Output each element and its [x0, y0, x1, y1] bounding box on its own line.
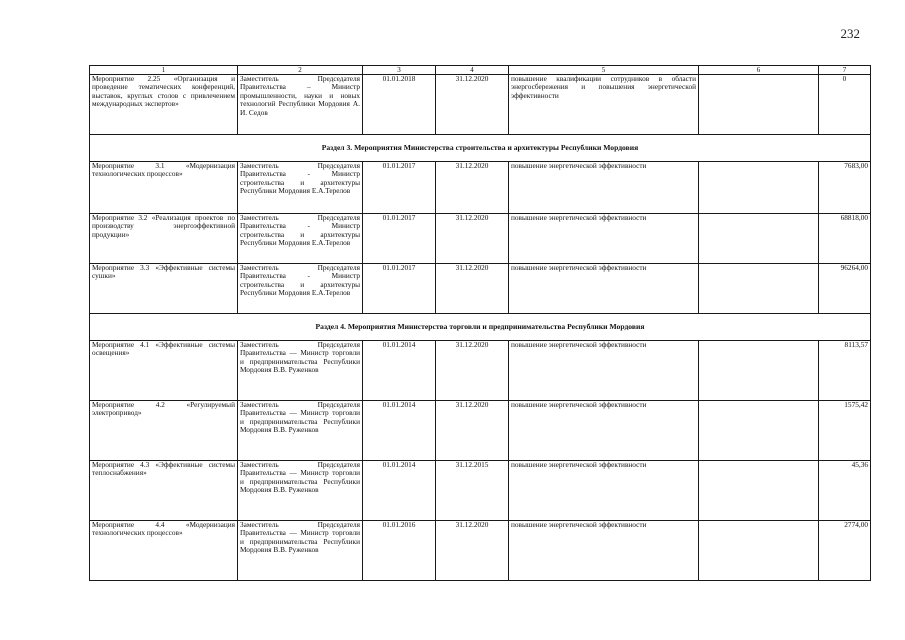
column-number: 1 [90, 66, 238, 75]
section-header-row [90, 135, 871, 162]
result-cell: повышение энергетической эффективности [509, 264, 699, 314]
end-date-cell: 31.12.2020 [436, 162, 509, 214]
responsible-cell: Заместитель Председателя Правительства - Министр строительства и архитектуры Республики Мордовия Е.А.Терелов [238, 264, 363, 314]
start-date-cell: 01.01.2018 [363, 75, 436, 135]
column-6-cell [699, 341, 819, 401]
value-cell: 1575,42 [819, 401, 871, 461]
table-row [90, 162, 871, 214]
end-date-cell: 31.12.2020 [436, 401, 509, 461]
table-row [90, 461, 871, 521]
result-cell: повышение энергетической эффективности [509, 521, 699, 581]
table-row [90, 521, 871, 581]
column-number: 5 [509, 66, 699, 75]
value-cell: 2774,00 [819, 521, 871, 581]
result-cell: повышение энергетической эффективности [509, 401, 699, 461]
column-6-cell [699, 461, 819, 521]
measure-cell: Мероприятие 2.25 «Организация и проведение тематических конференций, выставок, круглых столов с привлечением международных экспертов» [90, 75, 238, 135]
end-date-cell: 31.12.2020 [436, 521, 509, 581]
column-number: 7 [819, 66, 871, 75]
measure-cell: Мероприятие 3.2 «Реализация проектов по производству энергоэффективной продукции» [90, 214, 238, 264]
start-date-cell: 01.01.2017 [363, 162, 436, 214]
end-date-cell: 31.12.2020 [436, 75, 509, 135]
table-row [90, 75, 871, 135]
section-header-row [90, 314, 871, 341]
end-date-cell: 31.12.2020 [436, 214, 509, 264]
start-date-cell: 01.01.2014 [363, 461, 436, 521]
result-cell: повышение энергетической эффективности [509, 461, 699, 521]
measure-cell: Мероприятие 4.2 «Регулируемый электропривод» [90, 401, 238, 461]
measure-cell: Мероприятие 4.4 «Модернизация технологических процессов» [90, 521, 238, 581]
section-title: Раздел 4. Мероприятия Министерства торговли и предпринимательства Республики Мордовия [90, 314, 871, 341]
start-date-cell: 01.01.2014 [363, 341, 436, 401]
responsible-cell: Заместитель Председателя Правительства — Министр торговли и предпринимательства Республики Мордовия В.В. Руженков [238, 461, 363, 521]
measure-cell: Мероприятие 4.1 «Эффективные системы освещения» [90, 341, 238, 401]
table-row [90, 264, 871, 314]
measure-cell: Мероприятие 3.3 «Эффективные системы сушки» [90, 264, 238, 314]
value-cell: 0 [819, 75, 871, 135]
column-6-cell [699, 162, 819, 214]
column-number: 6 [699, 66, 819, 75]
responsible-cell: Заместитель Председателя Правительства - Министр строительства и архитектуры Республики Мордовия Е.А.Терелов [238, 162, 363, 214]
section-title: Раздел 3. Мероприятия Министерства строительства и архитектуры Республики Мордовия [90, 135, 871, 162]
measure-cell: Мероприятие 3.1 «Модернизация технологических процессов» [90, 162, 238, 214]
responsible-cell: Заместитель Председателя Правительства — Министр торговли и предпринимательства Республики Мордовия В.В. Руженков [238, 341, 363, 401]
column-6-cell [699, 521, 819, 581]
column-number: 2 [238, 66, 363, 75]
column-number: 3 [363, 66, 436, 75]
responsible-cell: Заместитель Председателя Правительства — Министр торговли и предпринимательства Республики Мордовия В.В. Руженков [238, 401, 363, 461]
column-6-cell [699, 75, 819, 135]
column-number-row [90, 66, 871, 75]
column-6-cell [699, 401, 819, 461]
measures-table [89, 65, 871, 581]
start-date-cell: 01.01.2016 [363, 521, 436, 581]
responsible-cell: Заместитель Председателя Правительства - Министр строительства и архитектуры Республики Мордовия Е.А.Терелов [238, 214, 363, 264]
column-6-cell [699, 214, 819, 264]
value-cell: 68818,00 [819, 214, 871, 264]
table-row [90, 341, 871, 401]
value-cell: 8113,57 [819, 341, 871, 401]
end-date-cell: 31.12.2015 [436, 461, 509, 521]
result-cell: повышение квалификации сотрудников в области энергосбережения и повышения энергетической эффективности [509, 75, 699, 135]
table-row [90, 214, 871, 264]
result-cell: повышение энергетической эффективности [509, 341, 699, 401]
responsible-cell: Заместитель Председателя Правительства – Министр промышленности, науки и новых технологий Республики Мордовия А. И. Седов [238, 75, 363, 135]
measure-cell: Мероприятие 4.3 «Эффективные системы теплоснабжения» [90, 461, 238, 521]
responsible-cell: Заместитель Председателя Правительства — Министр торговли и предпринимательства Республики Мордовия В.В. Руженков [238, 521, 363, 581]
page-number: 232 [840, 26, 860, 41]
value-cell: 45,36 [819, 461, 871, 521]
end-date-cell: 31.12.2020 [436, 341, 509, 401]
table-row [90, 401, 871, 461]
start-date-cell: 01.01.2014 [363, 401, 436, 461]
value-cell: 96264,00 [819, 264, 871, 314]
end-date-cell: 31.12.2020 [436, 264, 509, 314]
column-6-cell [699, 264, 819, 314]
start-date-cell: 01.01.2017 [363, 264, 436, 314]
start-date-cell: 01.01.2017 [363, 214, 436, 264]
value-cell: 7683,00 [819, 162, 871, 214]
result-cell: повышение энергетической эффективности [509, 162, 699, 214]
column-number: 4 [436, 66, 509, 75]
result-cell: повышение энергетической эффективности [509, 214, 699, 264]
